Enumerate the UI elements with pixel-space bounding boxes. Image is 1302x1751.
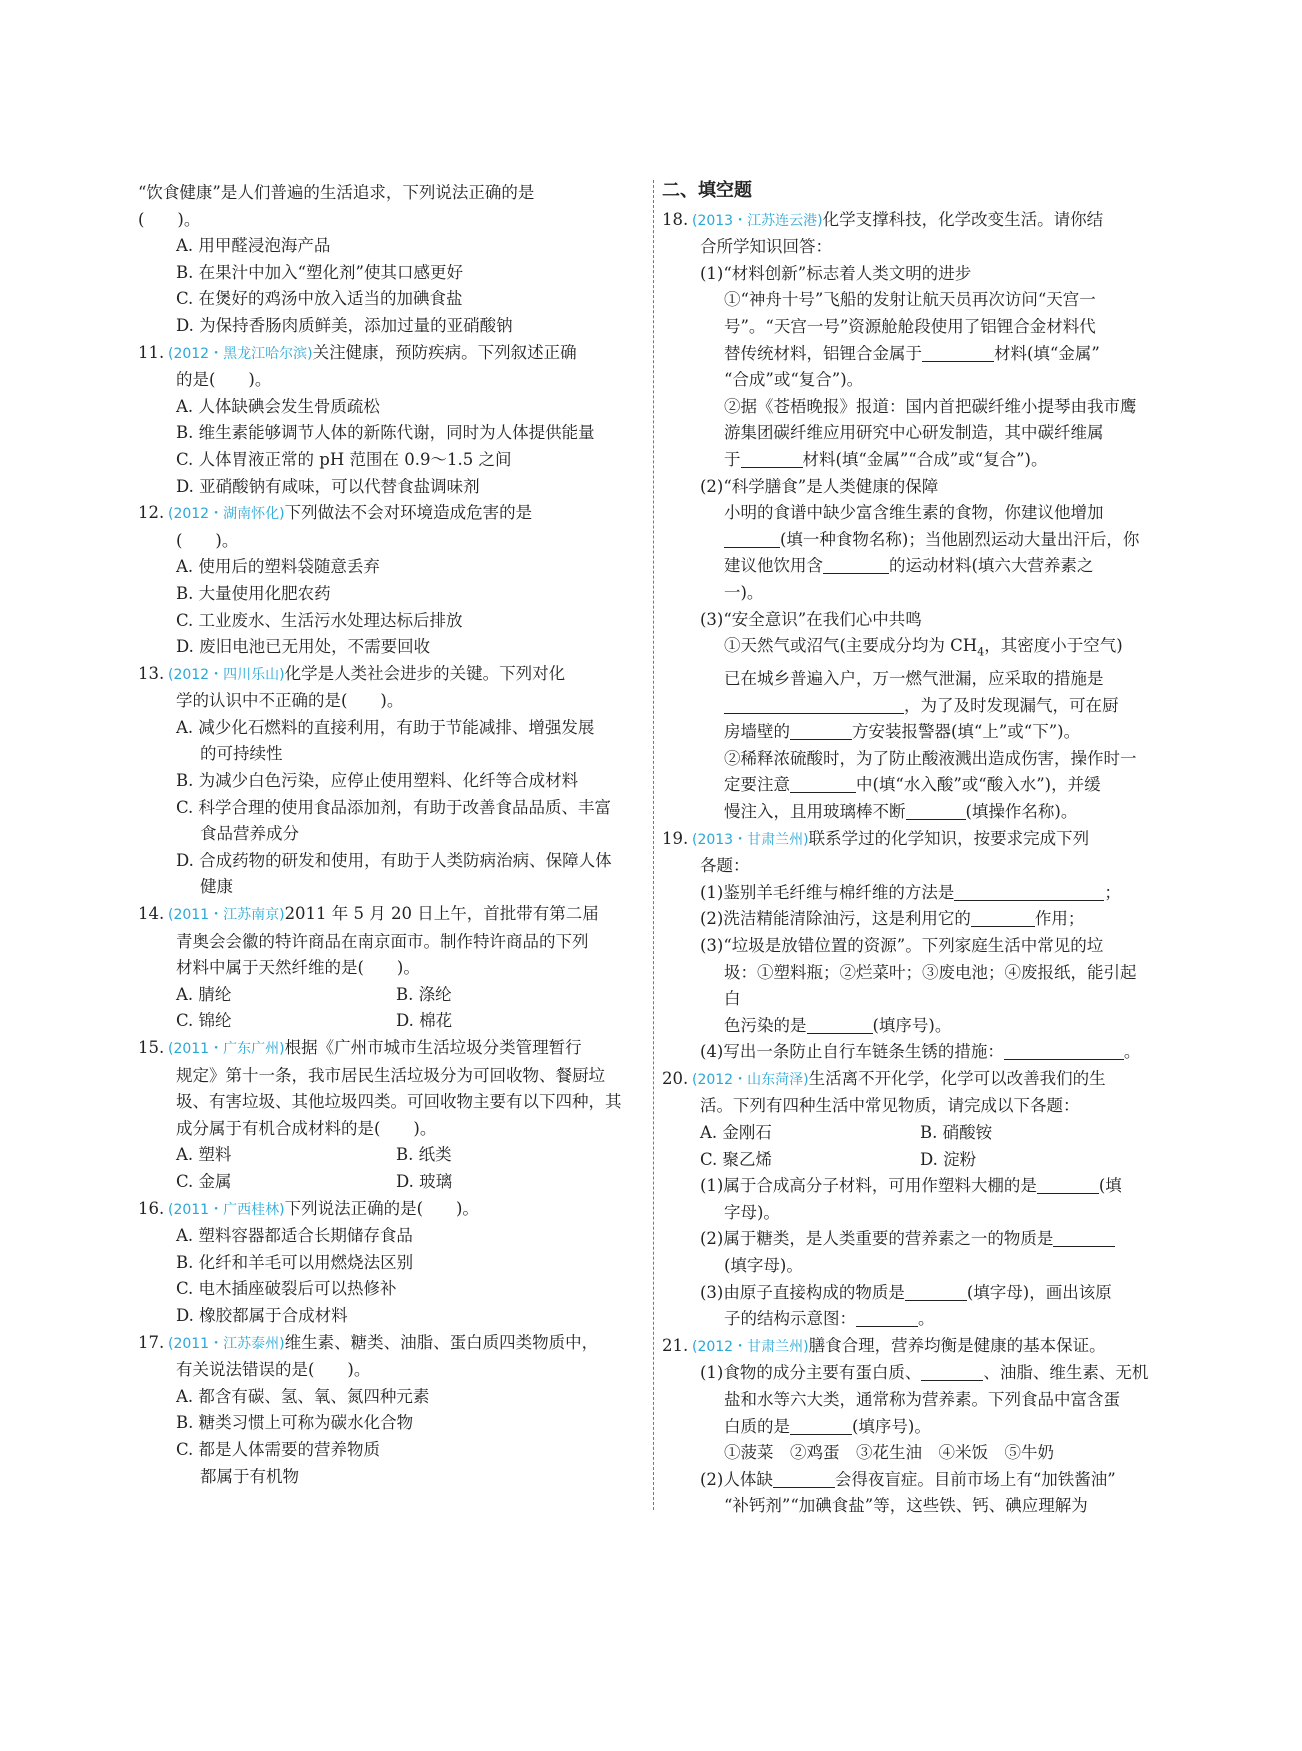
text: 于	[724, 449, 741, 469]
question-number: 12.	[138, 503, 165, 523]
question-number: 21.	[662, 1335, 689, 1355]
text: (填字母)，画出该原	[966, 1282, 1112, 1302]
text: 定要注意	[724, 775, 790, 795]
question-19	[662, 826, 1152, 1066]
question-source: (2012・山东菏泽)	[692, 1071, 809, 1088]
sub-question-1	[662, 880, 1152, 907]
answer-blank[interactable]	[790, 721, 852, 740]
answer-blank[interactable]	[954, 882, 1104, 901]
question-12	[138, 500, 643, 661]
question-stem: 化学支撑科技，化学改变生活。请你结	[822, 209, 1104, 229]
sub-item-text: 游集团碳纤维应用研究中心研发制造，其中碳纤维属	[724, 423, 1104, 443]
text: 建议他饮用含	[724, 556, 823, 576]
sub-item-text: 已在城乡普遍入户，万一燃气泄漏，应采取的措施是	[724, 668, 1104, 688]
question-source: (2012・黑龙江哈尔滨)	[168, 345, 313, 362]
text: 材料(填“金属”	[994, 343, 1100, 363]
options-row	[138, 1142, 643, 1169]
option-a: A. 腈纶	[176, 984, 232, 1004]
text: 色污染的是	[724, 1015, 807, 1035]
question-source: (2011・广东广州)	[168, 1041, 285, 1057]
options-row	[662, 1120, 1152, 1147]
option-a: A. 用甲醛浸泡海产品	[176, 236, 331, 256]
text: 慢注入，且用玻璃棒不断	[724, 801, 906, 821]
sub-item-text: “合成”或“复合”)。	[724, 370, 864, 390]
question-stem: 根据《广州市城市生活垃圾分类管理暂行	[284, 1038, 582, 1057]
sub-item-text	[662, 633, 1152, 666]
sub-item-text	[662, 341, 1152, 368]
option-b: B. 化纤和羊毛可以用燃烧法区别	[176, 1252, 414, 1272]
option-a: A. 使用后的塑料袋随意丢弃	[176, 557, 380, 577]
question-stem: 化学是人类社会进步的关键。下列对化	[284, 663, 566, 683]
options-row	[138, 1169, 643, 1196]
option-b: B. 涤纶	[396, 984, 452, 1004]
sub-item-text: 字母)。	[724, 1202, 780, 1222]
sub-question-1	[662, 1173, 1152, 1200]
option-d: D. 亚硝酸钠有咸味，可以代替食盐调味剂	[176, 476, 480, 496]
sub-question-3	[662, 1280, 1152, 1307]
answer-blank[interactable]	[921, 1362, 983, 1381]
option-a: A. 金刚石	[700, 1123, 772, 1143]
answer-blank[interactable]	[1037, 1175, 1099, 1194]
answer-blank[interactable]	[922, 343, 994, 362]
sub-question-4	[662, 1039, 1152, 1066]
question-stem: 维生素、糖类、油脂、蛋白质四类物质中，	[284, 1332, 599, 1352]
text: ；	[1104, 882, 1121, 902]
answer-blank[interactable]	[741, 449, 803, 468]
sub-question-3: (3)“安全意识”在我们心中共鸣	[700, 609, 922, 629]
question-source: (2012・四川乐山)	[168, 666, 285, 683]
text: ①天然气或沼气(主要成分均为 CH	[724, 636, 978, 656]
option-a: A. 塑料	[176, 1145, 232, 1165]
option-c: C. 金属	[176, 1171, 232, 1191]
option-b: B. 纸类	[396, 1145, 452, 1165]
question-number: 13.	[138, 663, 165, 683]
option-b: B. 硝酸铵	[920, 1123, 993, 1143]
sub-item-text	[662, 772, 1152, 799]
text: 作用；	[1034, 909, 1085, 929]
answer-blank[interactable]	[823, 555, 889, 574]
question-14	[138, 901, 643, 1035]
answer-blank[interactable]	[790, 774, 856, 793]
question-stem: 青奥会会徽的特许商品在南京面市。制作特许商品的下列	[176, 931, 589, 951]
question-source: (2011・广西桂林)	[168, 1201, 285, 1218]
question-source: (2012・湖南怀化)	[168, 506, 285, 523]
option-d: D. 玻璃	[396, 1171, 453, 1191]
option-c-continued: 食品营养成分	[200, 824, 299, 844]
sub-question-2	[662, 906, 1152, 933]
sub-item-text: 圾：①塑料瓶；②烂菜叶；③废电池；④废报纸，能引起白	[724, 962, 1137, 1009]
text: 子的结构示意图：	[724, 1309, 856, 1329]
sub-question-1	[662, 1360, 1152, 1387]
sub-item-text: 一)。	[724, 582, 764, 602]
text: 替传统材料，铝锂合金属于	[724, 343, 922, 363]
text: (填操作名称)。	[965, 801, 1078, 821]
sub-question-2	[662, 1467, 1152, 1494]
sub-item-text: 号”。“天宫一号”资源舱舱段使用了铝锂合金材料代	[724, 316, 1096, 336]
answer-blank[interactable]	[724, 529, 780, 548]
question-stem: 活。下列有四种生活中常见物质，请完成以下各题：	[700, 1096, 1080, 1116]
option-b: B. 在果汁中加入“塑化剂”使其口感更好	[176, 262, 463, 282]
sub-item-text	[662, 553, 1152, 580]
question-20	[662, 1066, 1152, 1333]
text: 会得夜盲症。目前市场上有“加铁酱油”	[834, 1469, 1116, 1489]
question-17	[138, 1330, 643, 1491]
answer-blank[interactable]	[1004, 1041, 1124, 1060]
text: (填序号)。	[872, 1015, 952, 1035]
question-number: 19.	[662, 828, 689, 848]
question-stem: 规定》第十一条，我市居民生活垃圾分为可回收物、餐厨垃	[176, 1065, 605, 1085]
sub-item-text	[662, 1306, 1152, 1333]
sub-item-text: “补钙剂”“加碘食盐”等，这些铁、钙、碘应理解为	[724, 1496, 1088, 1516]
text: 、油脂、维生素、无机	[983, 1363, 1149, 1383]
text: ，其密度小于空气)	[984, 636, 1123, 656]
question-number: 17.	[138, 1332, 165, 1352]
text: (2)洗洁精能清除油污，这是利用它的	[700, 909, 971, 929]
option-a: A. 塑料容器都适合长期储存食品	[176, 1226, 413, 1246]
question-stem: 的是( )。	[176, 370, 272, 390]
text: (1)鉴别羊毛纤维与棉纤维的方法是	[700, 882, 955, 902]
option-d-continued: 健康	[200, 877, 233, 897]
question-stem: 圾、有害垃圾、其他垃圾四类。可回收物主要有以下四种，其	[176, 1092, 622, 1112]
question-stem: 2011 年 5 月 20 日上午，首批带有第二届	[284, 904, 599, 924]
sub-question-2	[662, 1226, 1152, 1253]
option-c: C. 科学合理的使用食品添加剂，有助于改善食品品质、丰富	[176, 797, 612, 817]
question-stem: 下列做法不会对环境造成危害的是	[284, 503, 533, 523]
text: 白质的是	[724, 1416, 790, 1436]
option-d: D. 合成药物的研发和使用，有助于人类防病治病、保障人体	[176, 850, 612, 870]
text: 。	[1123, 1042, 1141, 1062]
option-a: A. 都含有碳、氢、氧、氮四种元素	[176, 1386, 430, 1406]
question-number: 20.	[662, 1068, 689, 1088]
text: 中(填“水入酸”或“酸入水”)，并缓	[856, 775, 1101, 795]
question-stem: 成分属于有机合成材料的是( )。	[176, 1118, 437, 1138]
option-a: A. 人体缺碘会发生骨质疏松	[176, 396, 380, 416]
text: (1)属于合成高分子材料，可用作塑料大棚的是	[700, 1176, 1037, 1196]
option-c: C. 聚乙烯	[700, 1149, 773, 1169]
text: (3)由原子直接构成的物质是	[700, 1282, 905, 1302]
sub-item-text: 盐和水等六大类，通常称为营养素。下列食品中富含蛋	[724, 1390, 1120, 1410]
option-b: B. 为减少白色污染，应停止使用塑料、化纤等合成材料	[176, 771, 579, 791]
text: (填	[1098, 1176, 1122, 1196]
left-column	[138, 180, 643, 1490]
answer-blank[interactable]	[906, 801, 966, 820]
sub-item-text: 小明的食谱中缺少富含维生素的食物，你建议他增加	[724, 503, 1104, 523]
question-stem: 材料中属于天然纤维的是( )。	[176, 958, 420, 978]
sub-item-text	[662, 1013, 1152, 1040]
text: (2)属于糖类，是人类重要的营养素之一的物质是	[700, 1229, 1054, 1249]
question-number: 11.	[138, 342, 165, 362]
question-stem: ( )。	[176, 530, 239, 550]
option-c: C. 都是人体需要的营养物质	[176, 1439, 381, 1459]
options-row	[138, 982, 643, 1009]
text: (1)食物的成分主要有蛋白质、	[700, 1363, 922, 1383]
answer-blank[interactable]	[905, 1282, 967, 1301]
question-source: (2013・江苏连云港)	[692, 212, 823, 229]
option-d: D. 棉花	[396, 1011, 453, 1031]
text: (填序号)。	[852, 1416, 931, 1436]
question-number: 15.	[138, 1038, 165, 1057]
option-c: C. 电木插座破裂后可以热修补	[176, 1279, 397, 1299]
question-21	[662, 1333, 1152, 1520]
text: 方安装报警器(填“上”或“下”)。	[852, 722, 1081, 742]
option-c: C. 锦纶	[176, 1011, 232, 1031]
sub-item-text	[662, 447, 1152, 474]
answer-blank[interactable]	[807, 1015, 873, 1034]
question-number: 18.	[662, 209, 689, 229]
question-18	[662, 207, 1152, 826]
sub-item-text	[662, 719, 1152, 746]
text: 房墙壁的	[724, 722, 790, 742]
sub-item-text	[662, 693, 1152, 720]
question-number: 16.	[138, 1198, 165, 1218]
text: ，为了及时发现漏气，可在厨	[904, 695, 1119, 715]
question-source: (2011・江苏泰州)	[168, 1335, 285, 1352]
question-stem: 联系学过的化学知识，按要求完成下列	[808, 828, 1090, 848]
option-d: D. 淀粉	[920, 1149, 977, 1169]
options-row	[662, 1147, 1152, 1174]
right-column	[662, 180, 1152, 1520]
food-options: ①菠菜 ②鸡蛋 ③花生油 ④米饭 ⑤牛奶	[724, 1443, 1054, 1463]
option-d: 都属于有机物	[200, 1466, 299, 1486]
sub-item-text: ②稀释浓硫酸时，为了防止酸液溅出造成伤害，操作时一	[724, 748, 1137, 768]
option-c: C. 在煲好的鸡汤中放入适当的加碘食盐	[176, 289, 463, 309]
answer-blank[interactable]	[790, 1416, 852, 1435]
text: 的运动材料(填六大营养素之	[889, 556, 1094, 576]
question-stem: 各题：	[700, 856, 750, 876]
section-title: 二、填空题	[662, 180, 752, 201]
answer-blank[interactable]	[1053, 1228, 1115, 1247]
sub-question-1: (1)“材料创新”标志着人类文明的进步	[700, 263, 972, 283]
question-15	[138, 1035, 643, 1196]
option-b: B. 大量使用化肥农药	[176, 583, 331, 603]
option-b: B. 维生素能够调节人体的新陈代谢，同时为人体提供能量	[176, 423, 595, 443]
answer-blank[interactable]	[724, 695, 904, 714]
text: (4)写出一条防止自行车链条生锈的措施：	[700, 1042, 1004, 1062]
sub-item-text: ②据《苍梧晚报》报道：国内首把碳纤维小提琴由我市鹰	[724, 396, 1137, 416]
question-stem: 生活离不开化学，化学可以改善我们的生	[808, 1068, 1106, 1088]
question-10	[138, 180, 643, 340]
options-row	[138, 1008, 643, 1035]
sub-item-text: ①“神舟十号”飞船的发射让航天员再次访问“天宫一	[724, 290, 1096, 310]
sub-item-text	[662, 799, 1152, 826]
question-11	[138, 340, 643, 501]
question-stem: “饮食健康”是人们普遍的生活追求，下列说法正确的是	[138, 183, 535, 202]
option-c: C. 工业废水、生活污水处理达标后排放	[176, 610, 463, 630]
option-b: B. 糖类习惯上可称为碳水化合物	[176, 1413, 414, 1433]
question-stem: 合所学知识回答：	[700, 237, 832, 257]
question-source: (2013・甘肃兰州)	[692, 831, 809, 848]
question-number: 14.	[138, 904, 165, 924]
sub-item-text: (填字母)。	[724, 1256, 803, 1276]
text: 。	[918, 1309, 935, 1329]
question-16	[138, 1196, 643, 1330]
subscript: 4	[977, 645, 985, 659]
sub-item-text	[662, 527, 1152, 554]
text: (填一种食物名称)；当他剧烈运动大量出汗后，你	[780, 529, 1140, 549]
question-source: (2012・甘肃兰州)	[692, 1338, 809, 1355]
question-stem: 下列说法正确的是( )。	[284, 1198, 479, 1218]
sub-question-2: (2)“科学膳食”是人类健康的保障	[700, 476, 939, 496]
question-stem: 有关说法错误的是( )。	[176, 1360, 371, 1380]
option-d: D. 为保持香肠肉质鲜美，添加过量的亚硝酸钠	[176, 315, 513, 335]
option-d: D. 橡胶都属于合成材料	[176, 1305, 348, 1325]
question-stem: 关注健康，预防疾病。下列叙述正确	[312, 342, 577, 362]
sub-question-3: (3)“垃圾是放错位置的资源”。下列家庭生活中常见的垃	[700, 935, 1104, 955]
answer-blank[interactable]	[971, 908, 1035, 927]
option-d: D. 废旧电池已无用处，不需要回收	[176, 637, 431, 657]
question-stem: ( )。	[138, 209, 201, 229]
sub-item-text	[662, 1414, 1152, 1441]
question-source: (2011・江苏南京)	[168, 907, 285, 924]
question-13	[138, 661, 643, 901]
text: 材料(填“金属”“合成”或“复合”)。	[802, 449, 1048, 469]
question-stem: 学的认识中不正确的是( )。	[176, 691, 404, 711]
option-a: A. 减少化石燃料的直接利用，有助于节能减排、增强发展	[176, 717, 595, 737]
option-a-continued: 的可持续性	[200, 744, 283, 764]
column-divider	[653, 180, 654, 1510]
question-stem: 膳食合理，营养均衡是健康的基本保证。	[808, 1335, 1106, 1355]
answer-blank[interactable]	[856, 1308, 918, 1327]
answer-blank[interactable]	[773, 1469, 835, 1488]
option-c: C. 人体胃液正常的 pH 范围在 0.9～1.5 之间	[176, 449, 512, 469]
text: (2)人体缺	[700, 1469, 773, 1489]
